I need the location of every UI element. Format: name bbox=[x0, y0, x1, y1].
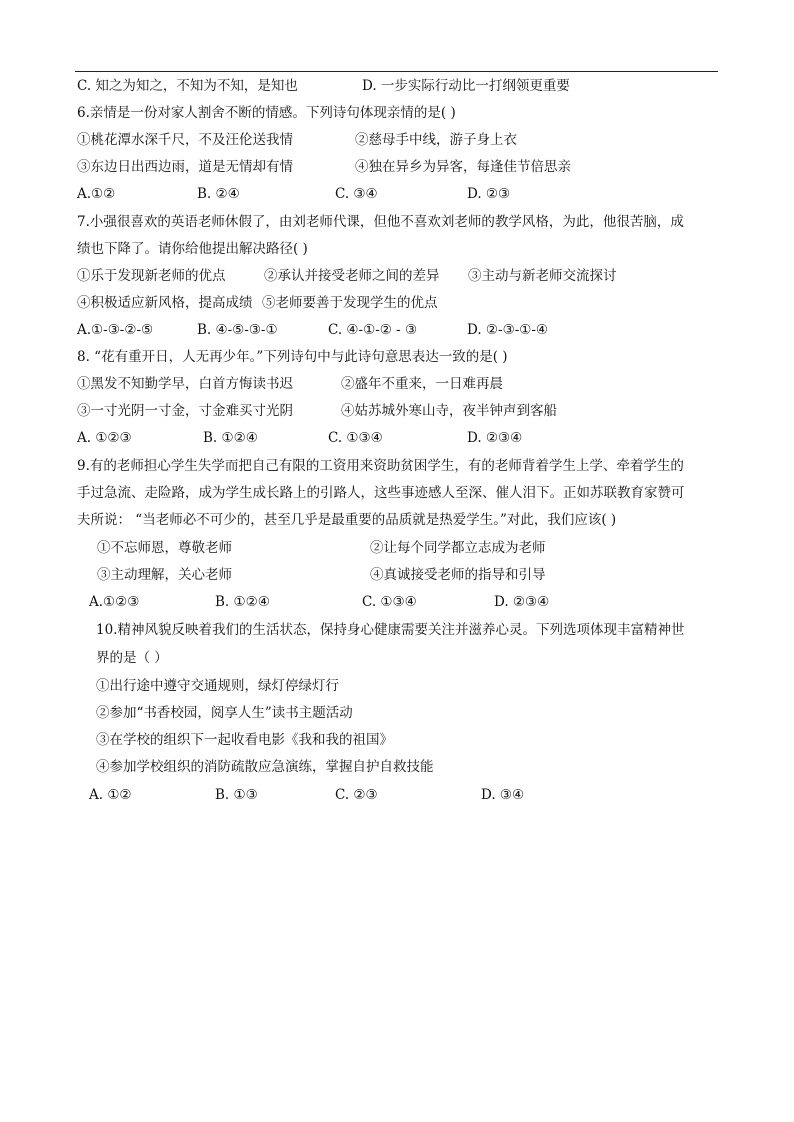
q6-statement-3: ③东边日出西边雨，道是无情却有情 bbox=[77, 159, 293, 175]
q9-statement-4: ④真诚接受老师的指导和引导 bbox=[370, 567, 546, 583]
q9-statement-3: ③主动理解，关心老师 bbox=[97, 567, 232, 583]
q6-statement-2: ②慈母手中线，游子身上衣 bbox=[355, 132, 517, 148]
q9-option-b: B. ①②④ bbox=[215, 594, 270, 610]
q7-option-d: D. ②-③-①-④ bbox=[467, 322, 549, 338]
q7-statement-2: ②承认并接受老师之间的差异 bbox=[264, 268, 440, 284]
q6-option-c: C. ③④ bbox=[335, 186, 378, 202]
q9-statement-2: ②让每个同学都立志成为老师 bbox=[370, 540, 546, 556]
q8-option-c: C. ①③④ bbox=[328, 430, 383, 446]
q7-option-a: A.①-③-②-⑤ bbox=[77, 322, 154, 338]
q10-option-a: A. ①② bbox=[89, 787, 132, 803]
q8-statement-2: ②盛年不重来，一日难再晨 bbox=[341, 376, 503, 392]
q8-option-a: A. ①②③ bbox=[77, 430, 132, 446]
q9-stem-line-3: 夫所说： “当老师必不可少的，甚至几乎是最重要的品质就是热爱学生。”对此，我们应该( ) bbox=[77, 512, 617, 528]
q6-statement-1: ①桃花潭水深千尺，不及汪伦送我情 bbox=[77, 132, 293, 148]
q9-option-c: C. ①③④ bbox=[362, 594, 417, 610]
q8-statement-4: ④姑苏城外寒山寺，夜半钟声到客船 bbox=[341, 403, 557, 419]
q7-statement-5: ⑤老师要善于发现学生的优点 bbox=[262, 295, 438, 311]
q6-statement-4: ④独在异乡为异客，每逢佳节倍思亲 bbox=[355, 159, 571, 175]
q6-option-a: A.①② bbox=[77, 186, 116, 202]
q8-option-b: B. ①②④ bbox=[203, 430, 258, 446]
q5-option-d: D. 一步实际行动比一打纲领更重要 bbox=[362, 78, 570, 94]
q7-option-c: C. ④-①-② - ③ bbox=[328, 322, 418, 338]
q10-stem-line-1: 10.精神风貌反映着我们的生活状态，保持身心健康需要关注并滋养心灵。下列选项体现丰富精神世 bbox=[96, 622, 685, 638]
q10-statement-2: ②参加“书香校园，阅享人生”读书主题活动 bbox=[96, 705, 353, 721]
q10-option-d: D. ③④ bbox=[481, 787, 525, 803]
q5-option-c: C. 知之为知之，不知为不知，是知也 bbox=[77, 78, 298, 94]
q6-stem: 6.亲情是一份对家人割舍不断的情感。下列诗句体现亲情的是( ) bbox=[77, 105, 456, 121]
q9-option-d: D. ②③④ bbox=[494, 594, 550, 610]
q10-stem-line-2: 界的是（ ） bbox=[96, 650, 168, 666]
q10-statement-4: ④参加学校组织的消防疏散应急演练，掌握自护自救技能 bbox=[96, 759, 434, 775]
q7-option-b: B. ④-⑤-③-① bbox=[197, 322, 278, 338]
q10-option-b: B. ①③ bbox=[215, 787, 258, 803]
q10-option-c: C. ②③ bbox=[335, 787, 378, 803]
q8-statement-1: ①黑发不知勤学早，白首方悔读书迟 bbox=[77, 376, 293, 392]
q9-option-a: A.①②③ bbox=[89, 594, 140, 610]
q6-option-b: B. ②④ bbox=[197, 186, 240, 202]
q8-option-d: D. ②③④ bbox=[467, 430, 523, 446]
q10-statement-1: ①出行途中遵守交通规则，绿灯停绿灯行 bbox=[96, 678, 339, 694]
q7-statement-4: ④积极适应新风格，提高成绩 bbox=[77, 295, 253, 311]
q7-statement-3: ③主动与新老师交流探讨 bbox=[468, 268, 617, 284]
q9-statement-1: ①不忘师恩，尊敬老师 bbox=[97, 540, 232, 556]
q10-statement-3: ③在学校的组织下一起收看电影《我和我的祖国》 bbox=[96, 732, 393, 748]
q7-statement-1: ①乐于发现新老师的优点 bbox=[77, 268, 226, 284]
q8-stem: 8. “花有重开日，人无再少年。”下列诗句中与此诗句意思表达一致的是( ) bbox=[77, 349, 508, 365]
q9-stem-line-2: 手过急流、走险路，成为学生成长路上的引路人，这些事迹感人至深、催人泪下。正如苏联教育家赞可 bbox=[77, 485, 685, 501]
q7-stem-line-2: 绩也下降了。请你给他提出解决路径( ) bbox=[77, 241, 308, 257]
q9-stem-line-1: 9.有的老师担心学生失学而把自己有限的工资用来资助贫困学生，有的老师背着学生上学、牵着学生的 bbox=[77, 458, 684, 474]
q7-stem-line-1: 7.小强很喜欢的英语老师休假了，由刘老师代课，但他不喜欢刘老师的教学风格，为此，他很苦脑，成 bbox=[77, 214, 684, 230]
q6-option-d: D. ②③ bbox=[467, 186, 511, 202]
q8-statement-3: ③一寸光阴一寸金，寸金难买寸光阴 bbox=[77, 403, 293, 419]
